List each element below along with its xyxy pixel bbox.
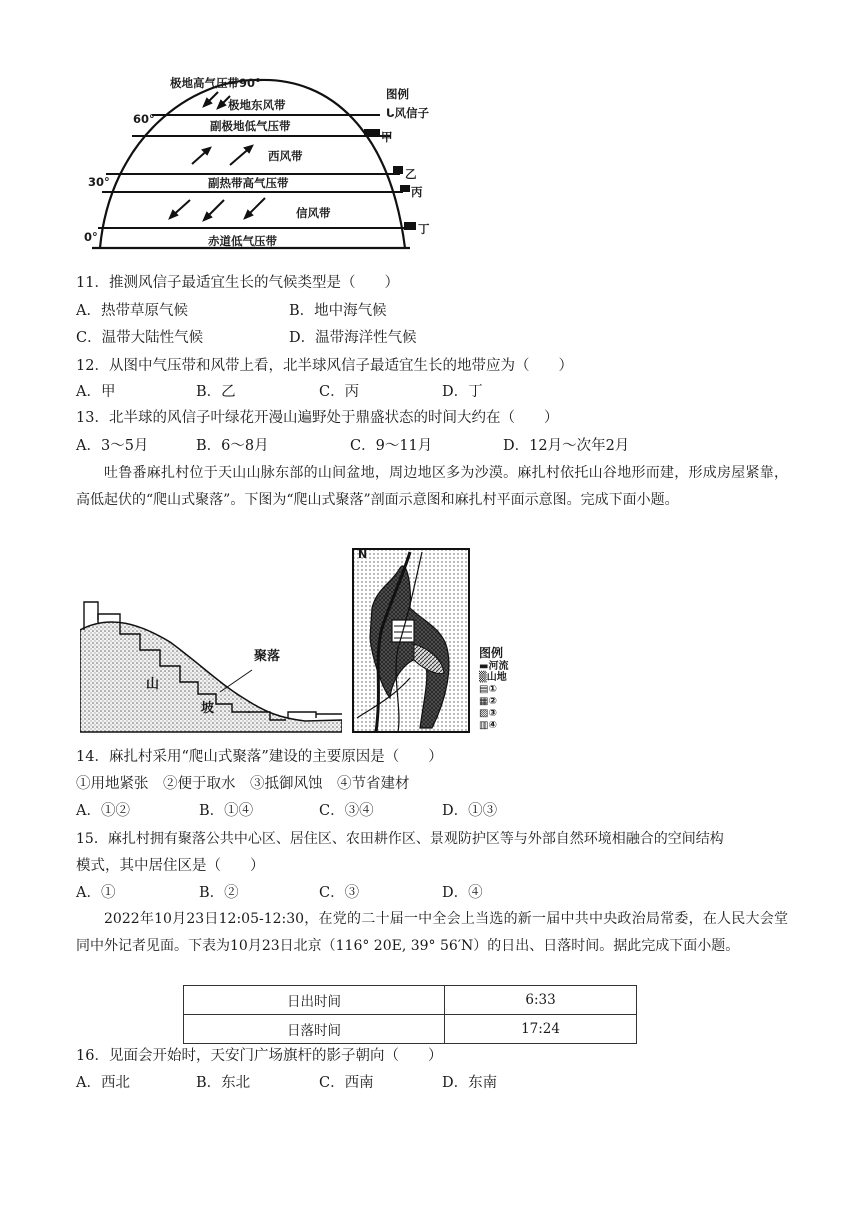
marker-jia	[364, 129, 380, 136]
q13-option-a: A．3～5月	[76, 438, 149, 454]
river-icon: ▬	[479, 661, 489, 672]
table-cell-label: 日落时间	[184, 1015, 445, 1044]
q11-option-c: C．温带大陆性气候	[76, 330, 204, 346]
label-lat-0: 0°	[84, 230, 98, 244]
q11-stem: 11．推测风信子最适宜生长的气候类型是（ ）	[76, 275, 399, 291]
marker-label-ding: 丁	[418, 222, 430, 236]
q14-option-b: B．①④	[199, 803, 254, 819]
label-equatorial-low: 赤道低气压带	[208, 234, 277, 248]
q13-option-c: C．9～11月	[350, 438, 433, 454]
q16-option-d: D．东南	[442, 1075, 498, 1091]
legend-mountain: ▒山地	[479, 672, 507, 683]
q16-option-c: C．西南	[319, 1075, 374, 1091]
q15-option-a: A．①	[76, 885, 116, 901]
legend-item-1: ▤①	[479, 684, 497, 695]
label-settlement: 聚落	[254, 649, 281, 664]
q16-option-b: B．东北	[196, 1075, 251, 1091]
label-subpolar-low: 副极地低气压带	[210, 119, 291, 133]
legend-item-4: ▥④	[479, 720, 497, 731]
settlement-pointer	[220, 670, 252, 692]
q14-option-a: A．①②	[76, 803, 130, 819]
table-cell-value: 17:24	[445, 1015, 637, 1044]
q14-option-c: C．③④	[319, 803, 374, 819]
passage-mazha: 吐鲁番麻扎村位于天山山脉东部的山间盆地，周边地区多为沙漠。麻扎村依托山谷地形而建，形成房屋紧靠，高低起伏的“爬山式聚落”。下图为“爬山式聚落”剖面示意图和麻扎村平面示意图。完成下面小题。	[76, 465, 788, 508]
hyacinth-icon: ᒐ	[386, 106, 395, 120]
north-arrow: N	[358, 548, 368, 561]
marker-bing	[400, 185, 410, 192]
label-subtropical-high: 副热带高气压带	[208, 176, 289, 190]
sunrise-sunset-table	[183, 985, 637, 1044]
q15-stem-line2: 模式，其中居住区是（ ）	[76, 858, 265, 874]
label-polar-easterlies: 极地东风带	[228, 98, 286, 112]
village-plan-figure	[352, 548, 472, 734]
q14-option-d: D．①③	[442, 803, 498, 819]
q12-option-c: C．丙	[319, 384, 360, 400]
table-row	[184, 986, 637, 1015]
q11-option-a: A．热带草原气候	[76, 303, 188, 319]
legend-item-3: ▨③	[479, 708, 497, 719]
legend-item-hyacinth: ᒐ风信子	[386, 106, 430, 120]
zone-1-icon: ▤	[479, 684, 489, 695]
zone-2-icon: ▦	[479, 696, 489, 707]
mountain-legend-icon: ▒	[479, 672, 487, 683]
label-trade-winds: 信风带	[296, 206, 331, 220]
q12-option-d: D．丁	[442, 384, 483, 400]
marker-label-yi: 乙	[405, 167, 417, 181]
q13-option-d: D．12月～次年2月	[503, 438, 630, 454]
q15-option-d: D．④	[442, 885, 483, 901]
q12-option-b: B．乙	[196, 384, 236, 400]
q12-option-a: A．甲	[76, 384, 116, 400]
zone-3-icon: ▨	[479, 708, 489, 719]
q15-stem-line1: 15．麻扎村拥有聚落公共中心区、居住区、农田耕作区、景观防护区等与外部自然环境相融合的空间结构	[76, 831, 724, 847]
q11-option-b: B．地中海气候	[289, 303, 387, 319]
label-polar-high: 极地高气压带90°	[170, 76, 261, 90]
marker-label-jia: 甲	[381, 130, 393, 144]
marker-label-bing: 丙	[411, 185, 423, 199]
label-lat-60: 60°	[133, 112, 155, 126]
legend-title-1: 图例	[386, 87, 409, 101]
marker-ding	[404, 222, 416, 230]
passage-press-conference: 2022年10月23日12:05-12:30，在党的二十届一中全会上当选的新一届中共中央政治局常委，在人民大会堂同中外记者见面。下表为10月23日北京（116° 20E, 39° 56′N）的日出、日落时间。据此完成下面小题。	[76, 911, 788, 954]
q13-option-b: B．6～8月	[196, 438, 269, 454]
q13-stem: 13．北半球的风信子叶绿花开漫山遍野处于鼎盛状态的时间大约在（ ）	[76, 410, 559, 426]
q15-option-c: C．③	[319, 885, 360, 901]
label-lat-30: 30°	[88, 175, 110, 189]
zone-4-icon: ▥	[479, 720, 489, 731]
q15-option-b: B．②	[199, 885, 239, 901]
label-slope: 坡	[201, 701, 215, 716]
q14-stem: 14．麻扎村采用“爬山式聚落”建设的主要原因是（ ）	[76, 749, 443, 765]
marker-yi	[393, 166, 403, 174]
q12-stem: 12．从图中气压带和风带上看，北半球风信子最适宜生长的地带应为（ ）	[76, 358, 573, 374]
q16-option-a: A．西北	[76, 1075, 130, 1091]
legend-item-2: ▦②	[479, 696, 497, 707]
q16-stem: 16．见面会开始时，天安门广场旗杆的影子朝向（ ）	[76, 1048, 443, 1064]
label-mountain: 山	[146, 677, 160, 692]
label-westerlies: 西风带	[268, 149, 303, 163]
table-cell-label: 日出时间	[184, 986, 445, 1015]
q11-option-d: D．温带海洋性气候	[289, 330, 417, 346]
table-cell-value: 6:33	[445, 986, 637, 1015]
table-row	[184, 1015, 637, 1044]
q14-items: ①用地紧张 ②便于取水 ③抵御风蚀 ④节省建材	[76, 776, 410, 792]
legend-title-2: 图例	[479, 646, 504, 660]
legend-river: ▬河流	[479, 661, 509, 672]
